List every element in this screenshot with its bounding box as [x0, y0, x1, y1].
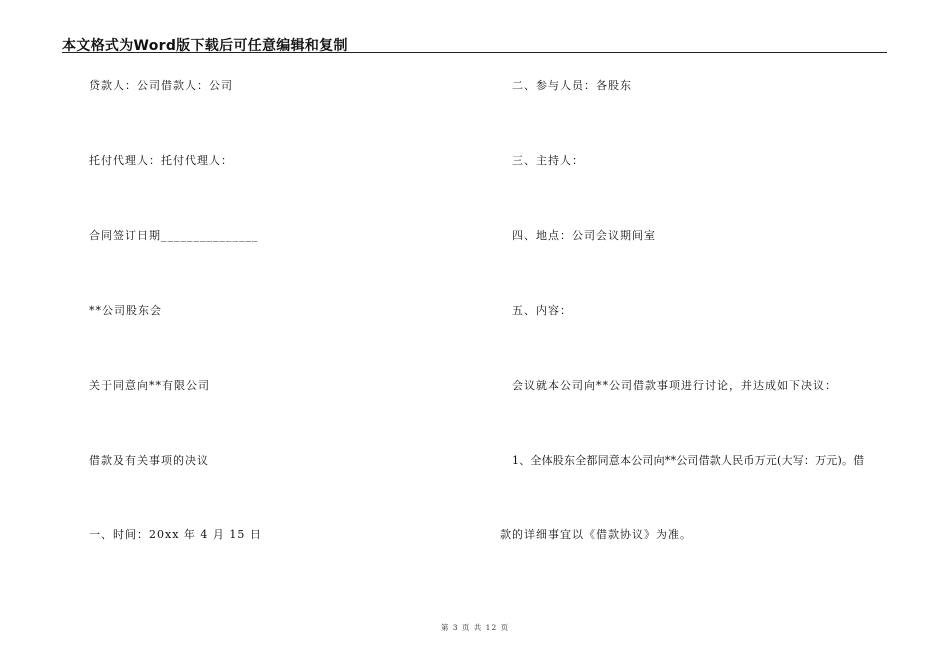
agent-line: 托付代理人：托付代理人：: [89, 154, 233, 167]
discussion-line: 会议就本公司向**公司借款事项进行讨论，并达成如下决议：: [512, 379, 837, 392]
header-divider: [62, 52, 887, 53]
location-line: 四、地点：公司会议期间室: [512, 229, 656, 242]
resolution-title-line-2: 借款及有关事项的决议: [89, 454, 209, 467]
signing-date-line: 合同签订日期_______________: [89, 229, 259, 242]
document-header-title: 本文格式为Word版下载后可任意编辑和复制: [62, 38, 348, 54]
host-line: 三、主持人：: [512, 154, 584, 167]
resolution-title-line-1: 关于同意向**有限公司: [89, 379, 210, 392]
resolution-item-1-line: 1、全体股东全都同意本公司向**公司借款人民币万元(大写：万元)。借: [512, 454, 865, 467]
resolution-item-1-continuation: 款的详细事宜以《借款协议》为准。: [500, 528, 692, 541]
page-number-footer: 第 3 页 共 12 页: [440, 623, 510, 632]
meeting-time-line: 一、时间：20xx 年 4 月 15 日: [89, 528, 262, 541]
participants-line: 二、参与人员：各股东: [512, 79, 632, 92]
lender-borrower-line: 贷款人：公司借款人：公司: [89, 79, 233, 92]
content-heading-line: 五、内容：: [512, 304, 572, 317]
shareholders-meeting-line: **公司股东会: [89, 304, 162, 317]
